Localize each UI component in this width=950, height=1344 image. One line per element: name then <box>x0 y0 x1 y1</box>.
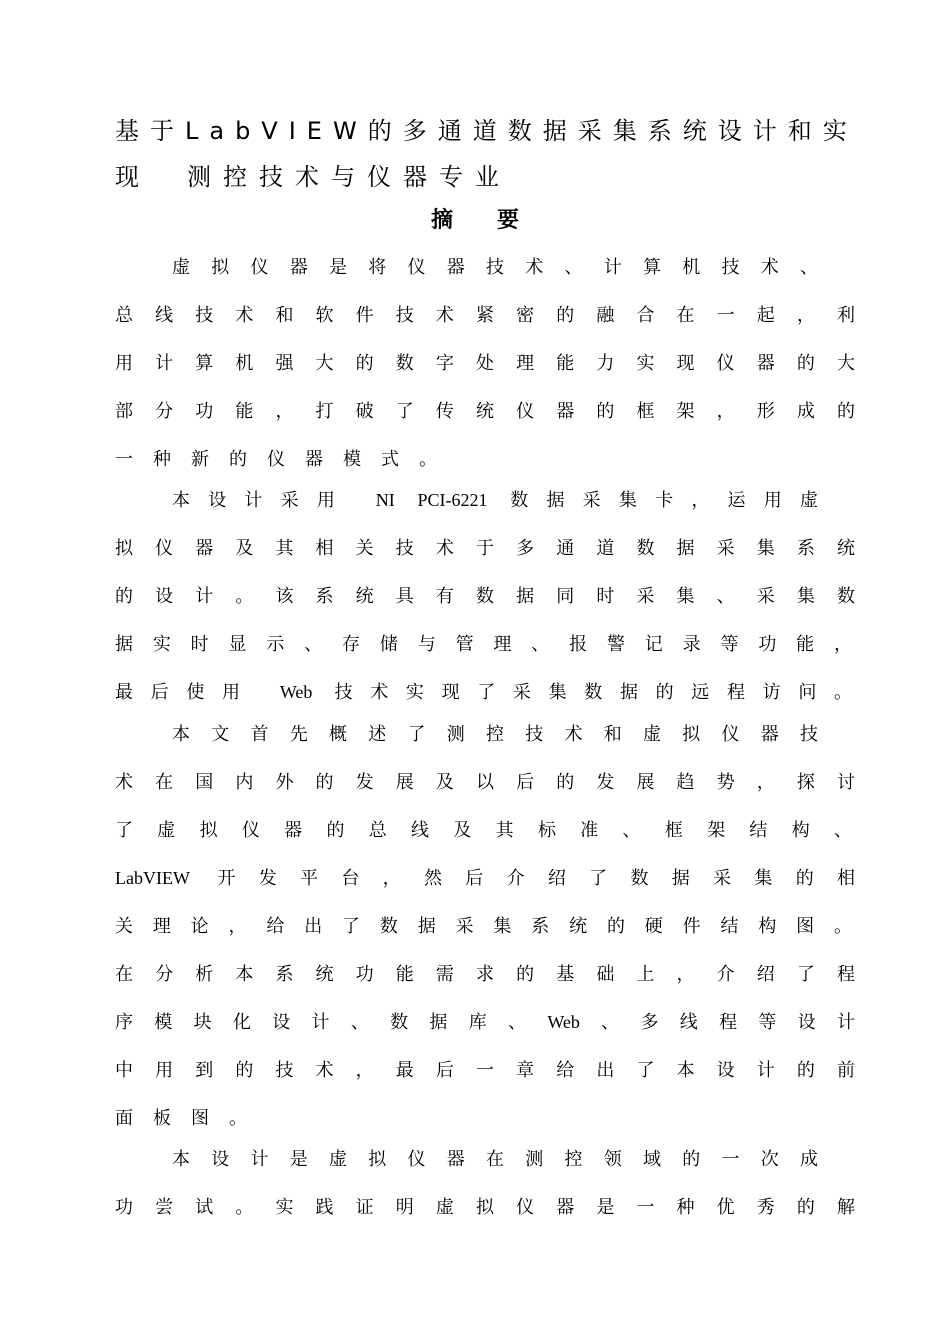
abstract-line: 部分功能，打破了传统仪器的框架，形成的 <box>115 401 855 421</box>
abstract-line: 总线技术和软件技术紧密的融合在一起，利 <box>115 305 855 325</box>
abstract-line: 面板图。 <box>115 1108 267 1128</box>
abstract-line: 功尝试。实践证明虚拟仪器是一种优秀的解 <box>115 1197 855 1217</box>
document-title-line-1: 基于LabVIEW的多通道数据采集系统设计和实 <box>115 117 858 145</box>
abstract-line: 本设计是虚拟仪器在测控领域的一次成 <box>172 1149 818 1169</box>
abstract-line: 本设计采用 NI PCI-6221 数据采集卡，运用虚 <box>172 490 818 510</box>
abstract-line: 一种新的仪器模式。 <box>115 449 457 469</box>
abstract-line: 最后使用 Web 技术实现了采集数据的远程访问。 <box>115 682 852 702</box>
abstract-line: 虚拟仪器是将仪器技术、计算机技术、 <box>172 257 818 277</box>
abstract-line: LabVIEW 开发平台，然后介绍了数据采集的相 <box>115 868 855 888</box>
abstract-line: 中用到的技术，最后一章给出了本设计的前 <box>115 1060 855 1080</box>
abstract-line: 序模块化设计、数据库、Web、多线程等设计 <box>115 1012 855 1032</box>
abstract-line: 拟仪器及其相关技术于多通道数据采集系统 <box>115 538 855 558</box>
abstract-line: 本文首先概述了测控技术和虚拟仪器技 <box>172 724 818 744</box>
abstract-heading: 摘 要 <box>430 208 519 233</box>
abstract-line: 了虚拟仪器的总线及其标准、框架结构、 <box>115 820 852 840</box>
abstract-line: 在分析本系统功能需求的基础上，介绍了程 <box>115 964 855 984</box>
abstract-line: 术在国内外的发展及以后的发展趋势，探讨 <box>115 772 855 792</box>
abstract-line: 据实时显示、存储与管理、报警记录等功能， <box>115 634 852 654</box>
document-title-line-2: 现 测控技术与仪器专业 <box>115 163 511 191</box>
abstract-line: 用计算机强大的数字处理能力实现仪器的大 <box>115 353 855 373</box>
abstract-line: 的设计。该系统具有数据同时采集、采集数 <box>115 586 855 606</box>
abstract-line: 关理论，给出了数据采集系统的硬件结构图。 <box>115 916 852 936</box>
